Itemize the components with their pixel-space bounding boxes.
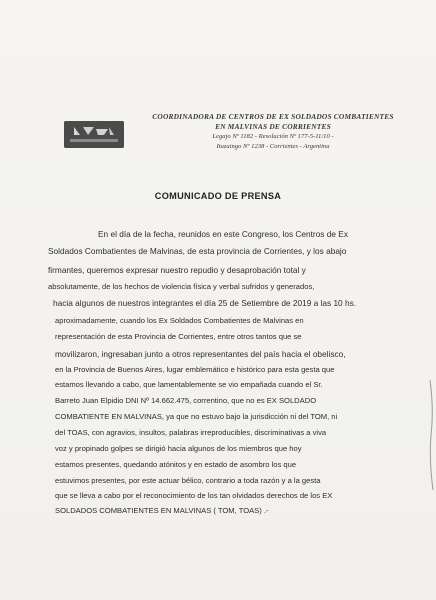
body-line: COMBATIENTE EN MALVINAS, ya que no estuvo bajo la jurisdicción ni del TOM, ni	[55, 412, 338, 421]
organization-name: COORDINADORA DE CENTROS DE EX SOLDADOS COMBATIENTES	[152, 112, 394, 121]
organization-address: Ituzaingo Nº 1238 - Corrientes - Argentina	[216, 143, 330, 150]
body-line: en la Provincia de Buenos Aires, lugar emblemático e histórico para esta gesta que	[55, 365, 335, 374]
body-line: hacia algunos de nuestros integrantes el día 25 de Setiembre de 2019 a las 10 hs.	[53, 298, 357, 308]
organization-logo	[64, 121, 124, 148]
body-line: Barreto Juan Elpidio DNI Nº 14.662.475, correntino, que no es EX SOLDADO	[55, 396, 317, 405]
body-line: estuvimos presentes, por este actuar bélico, contrario a toda razón y a la gesta	[55, 476, 321, 485]
body-line: estamos llevando a cabo, que lamentablemente se vio empañada cuando el Sr.	[55, 380, 323, 389]
body-line: En el día de la fecha, reunidos en este Congreso, los Centros de Ex	[98, 229, 348, 239]
letterhead	[148, 112, 398, 152]
body-line: movilizaron, ingresaban junto a otros representantes del país hacia el obelisco,	[55, 349, 346, 359]
body-line: aproximadamente, cuando los Ex Soldados Combatientes de Malvinas en	[55, 316, 304, 325]
body-line: que se lleva a cabo por el reconocimiento de los tan olvidados derechos de los EX	[55, 491, 333, 500]
body-line: del TOAS, con agravios, insultos, palabras irreproducibles, discriminativas a viva	[55, 428, 327, 437]
document-title: COMUNICADO DE PRENSA	[154, 191, 282, 201]
body-line: estamos presentes, quedando atónitos y en estado de asombro los que	[55, 460, 297, 469]
body-line: absolutamente, de los hechos de violencia física y verbal sufridos y generados,	[48, 282, 315, 291]
body-line: representación de esta Provincia de Corrientes, entre otros tantos que se	[55, 332, 302, 341]
margin-seal-mark	[428, 380, 436, 490]
legal-registration: Legajo Nº 1182 - Resolución Nº 177-5-11/10 -	[212, 133, 334, 140]
organization-name-line2: EN MALVINAS DE CORRIENTES	[215, 122, 331, 131]
body-line: firmantes, queremos expresar nuestro repudio y desaprobación total y	[48, 265, 306, 275]
body-line: voz y propinado golpes se dirigió hacia algunos de los miembros que hoy	[55, 444, 302, 453]
body-line: Soldados Combatientes de Malvinas, de esta provincia de Corrientes, y los abajo	[48, 246, 347, 256]
body-line: SOLDADOS COMBATIENTES EN MALVINAS ( TOM, TOAS) .-	[55, 506, 269, 515]
